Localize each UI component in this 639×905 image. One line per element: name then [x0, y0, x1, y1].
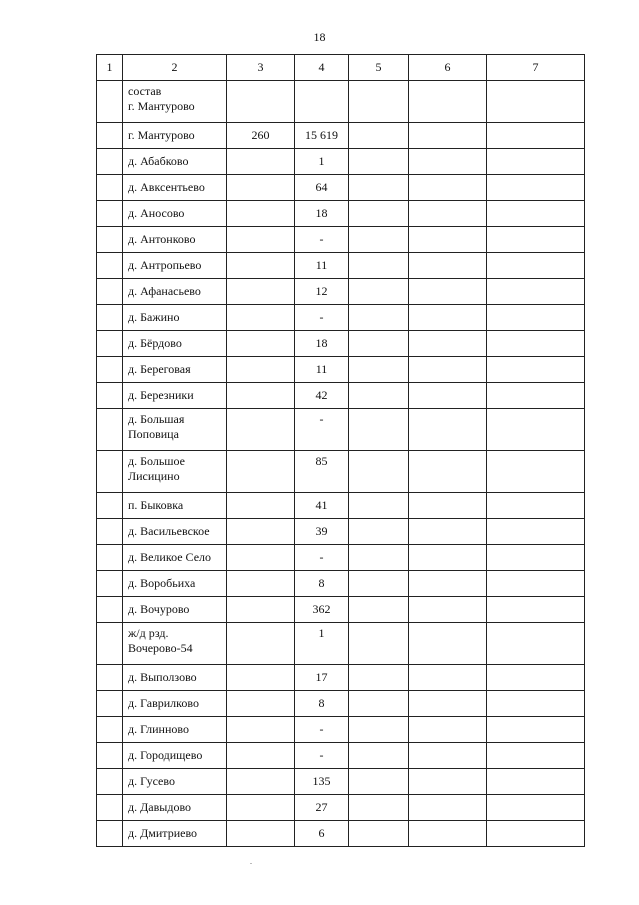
cell-col-3	[227, 175, 295, 201]
cell-col-1	[97, 175, 123, 201]
cell-col-6	[409, 493, 487, 519]
table-row	[97, 227, 585, 253]
cell-col-7	[487, 451, 585, 493]
cell-col-5	[349, 769, 409, 795]
cell-col-4: 12	[295, 279, 349, 305]
cell-col-5	[349, 175, 409, 201]
table-body	[97, 81, 585, 847]
table-row	[97, 331, 585, 357]
cell-col-6	[409, 201, 487, 227]
cell-col-1	[97, 305, 123, 331]
cell-col-2: д. Васильевское	[123, 519, 227, 545]
cell-col-6	[409, 571, 487, 597]
table-row	[97, 253, 585, 279]
cell-col-2: д. Воробьиха	[123, 571, 227, 597]
table-row	[97, 743, 585, 769]
cell-col-1	[97, 253, 123, 279]
cell-col-4: 11	[295, 253, 349, 279]
cell-col-2: д. Большая Поповица	[123, 409, 227, 451]
cell-col-7	[487, 493, 585, 519]
cell-col-3	[227, 201, 295, 227]
cell-col-3	[227, 279, 295, 305]
cell-col-7	[487, 253, 585, 279]
cell-col-4: -	[295, 717, 349, 743]
cell-col-1	[97, 279, 123, 305]
cell-col-2: д. Глинново	[123, 717, 227, 743]
cell-col-3	[227, 451, 295, 493]
table-row	[97, 665, 585, 691]
cell-col-1	[97, 227, 123, 253]
cell-col-1	[97, 149, 123, 175]
cell-col-2: д. Абабково	[123, 149, 227, 175]
cell-col-5	[349, 279, 409, 305]
cell-col-7	[487, 545, 585, 571]
table-row	[97, 821, 585, 847]
cell-col-6	[409, 253, 487, 279]
cell-col-5	[349, 383, 409, 409]
cell-col-4: 1	[295, 149, 349, 175]
cell-col-1	[97, 383, 123, 409]
cell-col-5	[349, 81, 409, 123]
cell-col-2: д. Гусево	[123, 769, 227, 795]
cell-col-2: д. Большое Лисицино	[123, 451, 227, 493]
table-row	[97, 769, 585, 795]
cell-col-7	[487, 409, 585, 451]
table-row	[97, 717, 585, 743]
column-header-3: 3	[227, 55, 295, 81]
cell-col-1	[97, 691, 123, 717]
cell-col-3	[227, 743, 295, 769]
cell-col-6	[409, 331, 487, 357]
cell-col-2: д. Вочурово	[123, 597, 227, 623]
cell-col-4: 1	[295, 623, 349, 665]
table-row	[97, 305, 585, 331]
cell-col-1	[97, 519, 123, 545]
cell-col-2: д. Выползово	[123, 665, 227, 691]
cell-col-3	[227, 493, 295, 519]
cell-col-7	[487, 81, 585, 123]
cell-col-6	[409, 717, 487, 743]
cell-col-3: 260	[227, 123, 295, 149]
cell-col-4: -	[295, 409, 349, 451]
cell-col-5	[349, 717, 409, 743]
cell-col-3	[227, 305, 295, 331]
table-row	[97, 623, 585, 665]
cell-col-1	[97, 665, 123, 691]
cell-col-1	[97, 717, 123, 743]
column-header-4: 4	[295, 55, 349, 81]
cell-col-1	[97, 493, 123, 519]
cell-col-7	[487, 717, 585, 743]
cell-col-5	[349, 545, 409, 571]
cell-col-3	[227, 769, 295, 795]
table-row	[97, 545, 585, 571]
cell-col-4: 17	[295, 665, 349, 691]
cell-col-6	[409, 795, 487, 821]
cell-col-3	[227, 691, 295, 717]
cell-col-5	[349, 623, 409, 665]
cell-col-3	[227, 81, 295, 123]
table-row	[97, 175, 585, 201]
cell-col-3	[227, 571, 295, 597]
cell-col-6	[409, 691, 487, 717]
cell-col-7	[487, 795, 585, 821]
table-row	[97, 409, 585, 451]
cell-col-3	[227, 383, 295, 409]
cell-col-5	[349, 743, 409, 769]
cell-col-3	[227, 623, 295, 665]
cell-col-1	[97, 123, 123, 149]
table-row	[97, 81, 585, 123]
cell-col-7	[487, 691, 585, 717]
cell-col-5	[349, 227, 409, 253]
cell-col-5	[349, 357, 409, 383]
cell-col-3	[227, 795, 295, 821]
cell-col-3	[227, 665, 295, 691]
table-row	[97, 149, 585, 175]
cell-col-6	[409, 357, 487, 383]
cell-col-2: д. Антропьево	[123, 253, 227, 279]
cell-col-4: 41	[295, 493, 349, 519]
cell-col-4: 18	[295, 201, 349, 227]
cell-col-1	[97, 357, 123, 383]
cell-col-5	[349, 665, 409, 691]
cell-col-4: 15 619	[295, 123, 349, 149]
cell-col-4: -	[295, 545, 349, 571]
cell-col-4: 42	[295, 383, 349, 409]
cell-col-1	[97, 623, 123, 665]
cell-col-1	[97, 743, 123, 769]
cell-col-2: д. Антонково	[123, 227, 227, 253]
cell-col-7	[487, 665, 585, 691]
cell-col-3	[227, 227, 295, 253]
cell-col-6	[409, 123, 487, 149]
cell-col-2: д. Бёрдово	[123, 331, 227, 357]
cell-col-4: 27	[295, 795, 349, 821]
cell-col-4: 11	[295, 357, 349, 383]
cell-col-5	[349, 305, 409, 331]
cell-col-6	[409, 409, 487, 451]
cell-col-4: 362	[295, 597, 349, 623]
cell-col-1	[97, 331, 123, 357]
settlements-table	[96, 54, 585, 847]
table-row	[97, 597, 585, 623]
cell-col-7	[487, 123, 585, 149]
cell-col-7	[487, 383, 585, 409]
cell-col-4: 8	[295, 571, 349, 597]
cell-col-4: -	[295, 743, 349, 769]
cell-col-2: д. Березники	[123, 383, 227, 409]
header-row	[97, 55, 585, 81]
cell-col-5	[349, 409, 409, 451]
cell-col-6	[409, 279, 487, 305]
cell-col-5	[349, 331, 409, 357]
cell-col-7	[487, 201, 585, 227]
cell-col-4: 135	[295, 769, 349, 795]
table-row	[97, 691, 585, 717]
column-header-2: 2	[123, 55, 227, 81]
cell-col-6	[409, 597, 487, 623]
table-row	[97, 201, 585, 227]
cell-col-3	[227, 597, 295, 623]
cell-col-7	[487, 623, 585, 665]
cell-col-7	[487, 519, 585, 545]
cell-col-4: 85	[295, 451, 349, 493]
cell-col-3	[227, 409, 295, 451]
cell-col-3	[227, 717, 295, 743]
cell-col-2: г. Мантурово	[123, 123, 227, 149]
column-header-1: 1	[97, 55, 123, 81]
column-header-5: 5	[349, 55, 409, 81]
cell-col-7	[487, 279, 585, 305]
cell-col-1	[97, 545, 123, 571]
cell-col-2: п. Быковка	[123, 493, 227, 519]
table-row	[97, 519, 585, 545]
cell-col-3	[227, 149, 295, 175]
cell-col-1	[97, 201, 123, 227]
cell-col-1	[97, 409, 123, 451]
scan-artifact	[250, 863, 252, 864]
cell-col-1	[97, 451, 123, 493]
cell-col-2: д. Городищево	[123, 743, 227, 769]
cell-col-7	[487, 597, 585, 623]
cell-col-5	[349, 149, 409, 175]
cell-col-4	[295, 81, 349, 123]
cell-col-6	[409, 623, 487, 665]
cell-col-5	[349, 519, 409, 545]
cell-col-2: д. Бажино	[123, 305, 227, 331]
cell-col-6	[409, 743, 487, 769]
cell-col-6	[409, 519, 487, 545]
cell-col-1	[97, 795, 123, 821]
cell-col-4: 8	[295, 691, 349, 717]
cell-col-6	[409, 383, 487, 409]
cell-col-3	[227, 357, 295, 383]
cell-col-6	[409, 305, 487, 331]
column-header-7: 7	[487, 55, 585, 81]
cell-col-6	[409, 149, 487, 175]
table-row	[97, 795, 585, 821]
cell-col-1	[97, 571, 123, 597]
cell-col-5	[349, 201, 409, 227]
cell-col-5	[349, 597, 409, 623]
cell-col-4: 18	[295, 331, 349, 357]
cell-col-3	[227, 331, 295, 357]
table-row	[97, 383, 585, 409]
table-row	[97, 123, 585, 149]
cell-col-5	[349, 123, 409, 149]
cell-col-5	[349, 795, 409, 821]
table-row	[97, 493, 585, 519]
cell-col-5	[349, 691, 409, 717]
cell-col-2: д. Афанасьево	[123, 279, 227, 305]
cell-col-7	[487, 305, 585, 331]
cell-col-2: д. Авксентьево	[123, 175, 227, 201]
cell-col-1	[97, 81, 123, 123]
cell-col-6	[409, 821, 487, 847]
cell-col-6	[409, 769, 487, 795]
cell-col-4: 64	[295, 175, 349, 201]
cell-col-7	[487, 743, 585, 769]
table-row	[97, 451, 585, 493]
cell-col-7	[487, 331, 585, 357]
cell-col-7	[487, 357, 585, 383]
cell-col-6	[409, 175, 487, 201]
cell-col-2: д. Давыдово	[123, 795, 227, 821]
cell-col-5	[349, 571, 409, 597]
cell-col-1	[97, 769, 123, 795]
cell-col-2: д. Великое Село	[123, 545, 227, 571]
cell-col-7	[487, 175, 585, 201]
cell-col-2: д. Аносово	[123, 201, 227, 227]
cell-col-4: 6	[295, 821, 349, 847]
cell-col-7	[487, 821, 585, 847]
cell-col-5	[349, 451, 409, 493]
table-row	[97, 571, 585, 597]
cell-col-4: -	[295, 227, 349, 253]
cell-col-2: ж/д рзд. Вочерово-54	[123, 623, 227, 665]
cell-col-3	[227, 253, 295, 279]
column-header-6: 6	[409, 55, 487, 81]
cell-col-6	[409, 451, 487, 493]
cell-col-6	[409, 665, 487, 691]
table-row	[97, 357, 585, 383]
cell-col-7	[487, 571, 585, 597]
cell-col-2: д. Гаврилково	[123, 691, 227, 717]
cell-col-2: д. Береговая	[123, 357, 227, 383]
cell-col-5	[349, 821, 409, 847]
cell-col-5	[349, 493, 409, 519]
cell-col-3	[227, 545, 295, 571]
cell-col-1	[97, 821, 123, 847]
cell-col-7	[487, 227, 585, 253]
cell-col-4: -	[295, 305, 349, 331]
cell-col-4: 39	[295, 519, 349, 545]
page-number: 18	[313, 30, 326, 44]
cell-col-6	[409, 227, 487, 253]
cell-col-3	[227, 519, 295, 545]
cell-col-7	[487, 769, 585, 795]
cell-col-6	[409, 545, 487, 571]
cell-col-2: д. Дмитриево	[123, 821, 227, 847]
cell-col-7	[487, 149, 585, 175]
cell-col-5	[349, 253, 409, 279]
cell-col-3	[227, 821, 295, 847]
cell-col-2: состав г. Мантурово	[123, 81, 227, 123]
cell-col-6	[409, 81, 487, 123]
table-row	[97, 279, 585, 305]
cell-col-1	[97, 597, 123, 623]
